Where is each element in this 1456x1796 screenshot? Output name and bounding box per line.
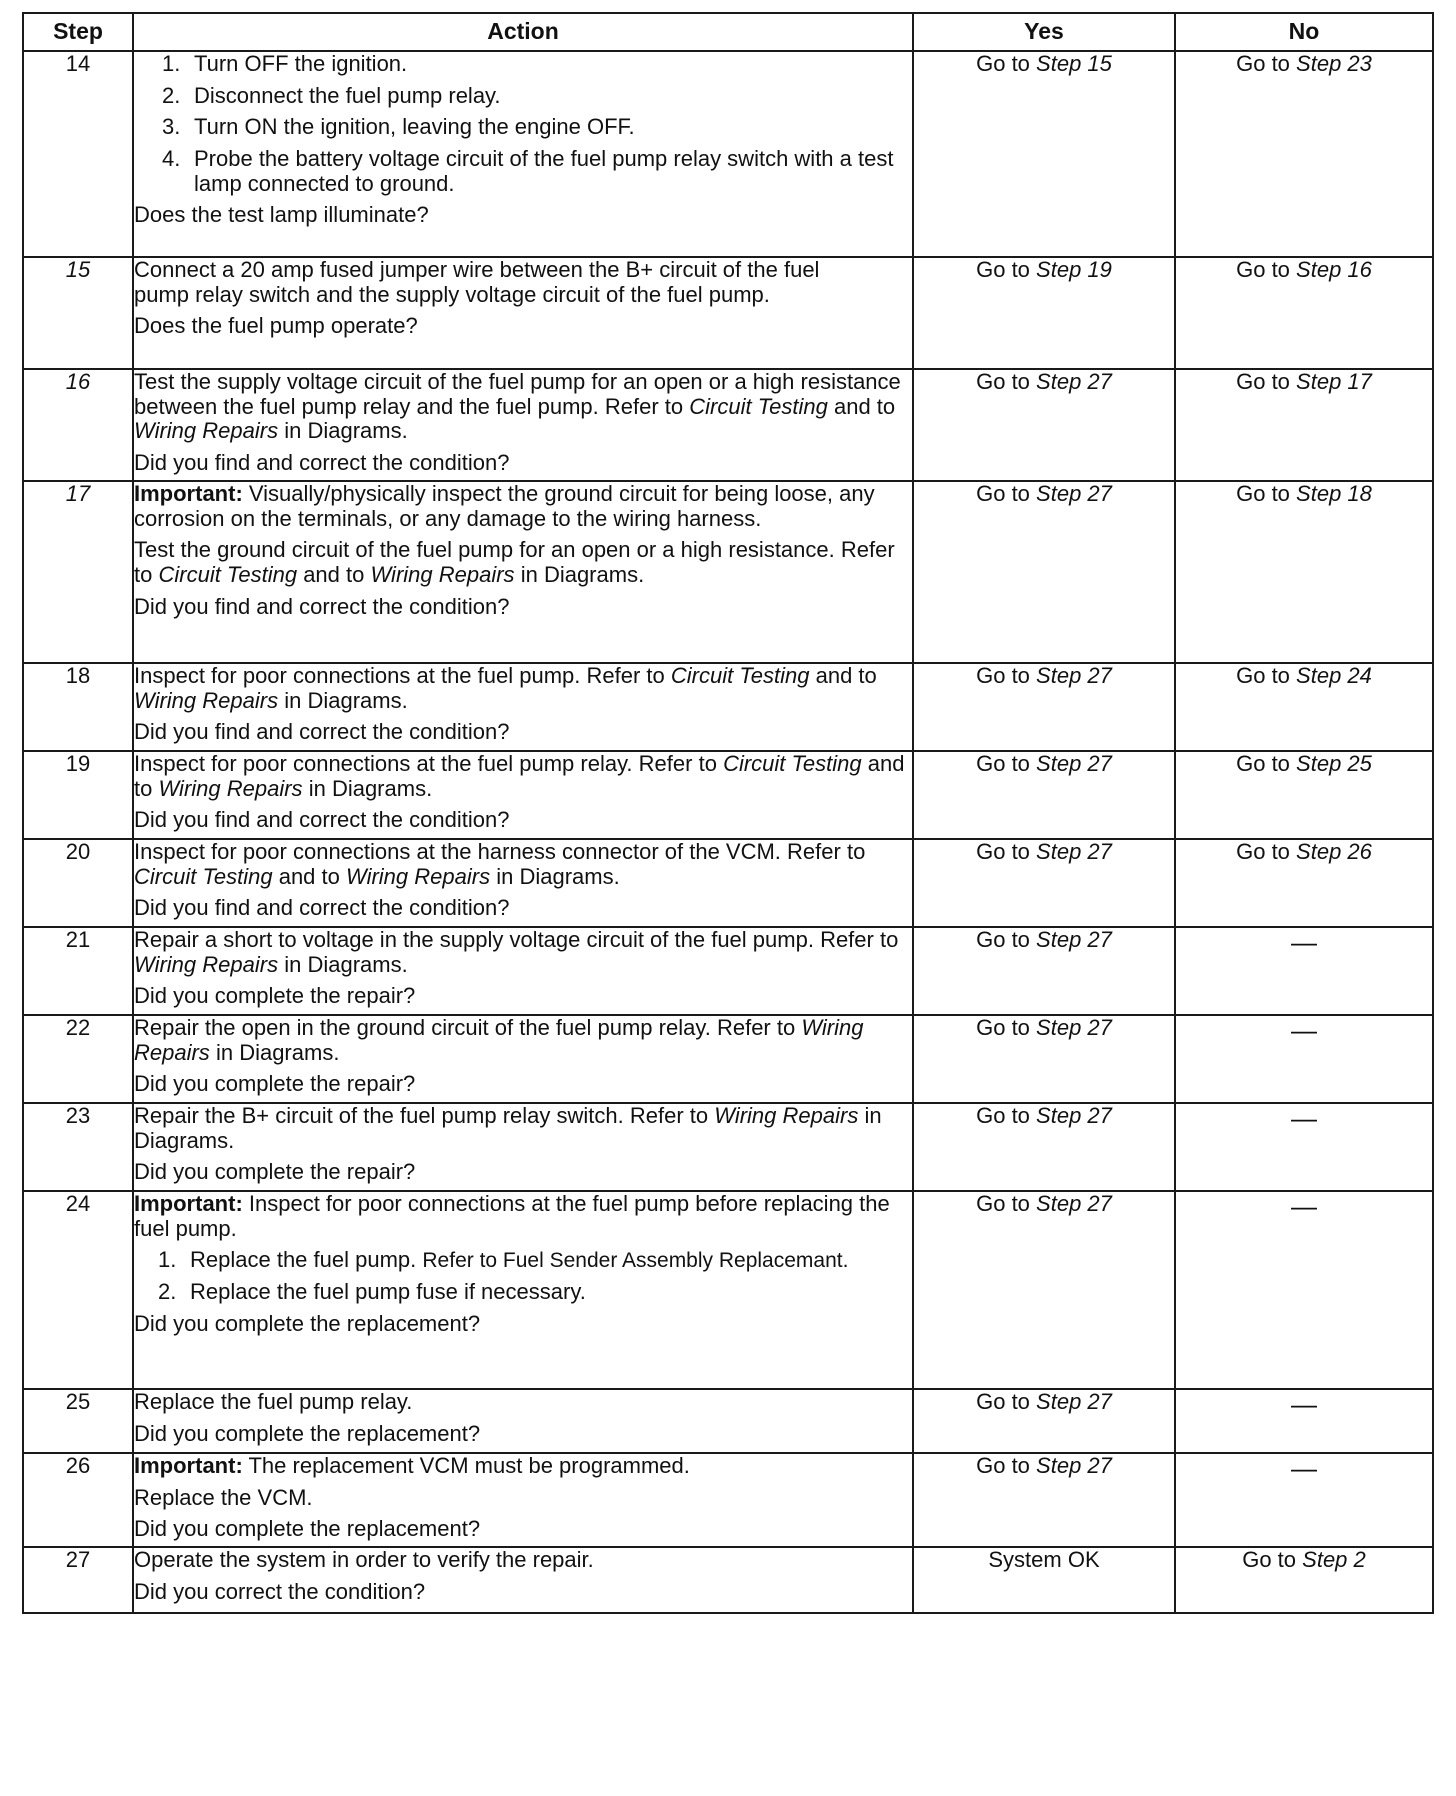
header-row <box>23 13 1433 51</box>
question-text: Did you complete the repair? <box>134 983 416 1009</box>
list-item: Replace the fuel pump. <box>190 1247 417 1273</box>
table-row <box>23 1453 1433 1547</box>
question-text: Did you complete the replacement? <box>134 1310 481 1336</box>
table-row <box>23 257 1433 369</box>
table-row <box>23 927 1433 1015</box>
action-text: Inspect for poor connections at the fuel pump. <box>134 663 581 688</box>
header-action: Action <box>133 13 913 51</box>
action-cell <box>133 51 913 257</box>
step-number: 16 <box>23 369 133 481</box>
action-cell: Inspect for poor connections at the fuel pump. Refer to Circuit Testing and to Wiring Repairs in Diagrams. Did you find and correct the condition? <box>133 663 913 751</box>
action-cell <box>133 257 913 369</box>
step-number: 25 <box>23 1389 133 1453</box>
no-cell-dash: — <box>1175 1015 1433 1103</box>
yes-cell: System OK <box>913 1547 1175 1613</box>
action-cell: Inspect for poor connections at the fuel pump relay. Refer to Circuit Testing and to Wiring Repairs in Diagrams. Did you find and correct the condition? <box>133 751 913 839</box>
question-text: Does the fuel pump operate? <box>134 313 418 339</box>
yes-cell: Go to Step 27 <box>913 1103 1175 1191</box>
action-text: Test the supply voltage circuit of the fuel pump for an open or a high resistance between the fuel pump relay and the fuel pump. <box>134 369 901 419</box>
no-step-ref: Step 24 <box>1296 663 1372 688</box>
yes-step-ref: Step 27 <box>1036 1389 1112 1414</box>
no-cell: Go to Step 24 <box>1175 663 1433 751</box>
action-text: Inspect for poor connections at the fuel pump relay. <box>134 751 633 776</box>
yes-cell: Go to Step 27 <box>913 663 1175 751</box>
action-cell <box>133 1191 913 1389</box>
yes-step-ref: Step 27 <box>1036 1191 1112 1216</box>
no-cell: Go to Step 17 <box>1175 369 1433 481</box>
yes-step-ref: Step 27 <box>1036 1103 1112 1128</box>
question-text: Did you complete the replacement? <box>134 1420 481 1446</box>
wiring-repairs-ref: Wiring Repairs <box>370 561 515 587</box>
circuit-testing-ref: Circuit Testing <box>158 561 298 587</box>
action-text: Repair the B+ circuit of the fuel pump relay switch. <box>134 1103 624 1128</box>
step-number: 21 <box>23 927 133 1015</box>
step-number: 14 <box>23 51 133 257</box>
step-number: 23 <box>23 1103 133 1191</box>
action-cell: Repair the open in the ground circuit of the fuel pump relay. Refer to Wiring Repairs in Diagrams. Did you complete the repair? <box>133 1015 913 1103</box>
no-step-ref: Step 17 <box>1296 369 1372 394</box>
action-text: Replace the VCM. <box>134 1484 313 1510</box>
yes-cell: Go to Step 27 <box>913 481 1175 663</box>
circuit-testing-ref: Circuit Testing <box>689 393 828 419</box>
table-row <box>23 1389 1433 1453</box>
no-step-ref: Step 23 <box>1296 51 1372 76</box>
no-cell: Go to Step 18 <box>1175 481 1433 663</box>
step-number: 19 <box>23 751 133 839</box>
question-text: Does the test lamp illuminate? <box>134 202 429 228</box>
action-cell: Important: Visually/physically inspect the ground circuit for being loose, any corrosion on the terminals, or any damage to the wiring harness. Test the ground circuit of the fuel pump for an open or a high resistance. Refer to Circuit Testing and to Wiring Repairs in Diagrams. Did you find and correct the condition? <box>133 481 913 663</box>
yes-cell: Go to Step 15 <box>913 51 1175 257</box>
yes-cell: Go to Step 19 <box>913 257 1175 369</box>
action-cell <box>133 1453 913 1547</box>
list-number: 2. <box>158 1278 177 1304</box>
header-no: No <box>1175 13 1433 51</box>
yes-step-ref: Step 27 <box>1036 927 1112 952</box>
step-number: 20 <box>23 839 133 927</box>
action-text: Inspect for poor connections at the harness connector of the VCM. <box>134 839 781 864</box>
important-label: Important: <box>134 1453 243 1478</box>
no-cell-dash: — <box>1175 1453 1433 1547</box>
step-number: 24 <box>23 1191 133 1389</box>
wiring-repairs-ref: Wiring Repairs <box>714 1103 859 1128</box>
question-text: Did you complete the replacement? <box>134 1516 481 1542</box>
table-row <box>23 663 1433 751</box>
step-number: 22 <box>23 1015 133 1103</box>
circuit-testing-ref: Circuit Testing <box>670 663 810 688</box>
no-step-ref: Step 2 <box>1302 1547 1366 1572</box>
circuit-testing-ref: Circuit Testing <box>134 863 273 889</box>
yes-cell: Go to Step 27 <box>913 1389 1175 1453</box>
list-number: 1. <box>162 51 181 76</box>
yes-step-ref: Step 27 <box>1036 1453 1112 1478</box>
no-cell: Go to Step 25 <box>1175 751 1433 839</box>
table-row <box>23 1103 1433 1191</box>
step-number: 18 <box>23 663 133 751</box>
wiring-repairs-ref: Wiring Repairs <box>134 418 279 444</box>
no-cell-dash: — <box>1175 927 1433 1015</box>
no-step-ref: Step 16 <box>1296 257 1372 282</box>
yes-cell: Go to Step 27 <box>913 369 1175 481</box>
question-text: Did you find and correct the condition? <box>134 593 510 619</box>
list-item: Turn OFF the ignition. <box>194 51 408 76</box>
no-cell: Go to Step 16 <box>1175 257 1433 369</box>
yes-step-ref: Step 15 <box>1036 51 1112 76</box>
wiring-repairs-ref: Wiring Repairs <box>158 775 303 801</box>
list-number: 4. <box>162 145 181 171</box>
step-number: 15 <box>23 257 133 369</box>
table-row <box>23 839 1433 927</box>
reference-text: Refer to Fuel Sender Assembly Replacemant. <box>422 1249 849 1273</box>
diagnostic-table <box>22 12 1434 1614</box>
yes-step-ref: Step 27 <box>1036 751 1112 776</box>
yes-step-ref: Step 27 <box>1036 663 1112 688</box>
question-text: Did you complete the repair? <box>134 1159 416 1185</box>
diagnostic-table-page <box>22 12 1432 1614</box>
yes-step-ref: Step 27 <box>1036 839 1112 864</box>
action-cell: Test the supply voltage circuit of the fuel pump for an open or a high resistance between the fuel pump relay and the fuel pump. Refer to Circuit Testing and to Wiring Repairs in Diagrams. Did you find and correct the condition? <box>133 369 913 481</box>
list-item: Disconnect the fuel pump relay. <box>194 82 501 108</box>
step-number: 17 <box>23 481 133 663</box>
no-cell: Go to Step 23 <box>1175 51 1433 257</box>
list-number: 1. <box>158 1247 177 1273</box>
action-text: Repair the open in the ground circuit of the fuel pump relay. <box>134 1015 711 1040</box>
important-text: The replacement VCM must be programmed. <box>248 1453 690 1478</box>
wiring-repairs-ref: Wiring Repairs <box>134 687 279 713</box>
yes-step-ref: Step 27 <box>1036 1015 1112 1040</box>
yes-cell: Go to Step 27 <box>913 927 1175 1015</box>
important-label: Important: <box>134 1191 243 1216</box>
question-text: Did you find and correct the condition? <box>134 895 510 921</box>
important-label: Important: <box>134 481 243 506</box>
yes-cell: Go to Step 27 <box>913 1191 1175 1389</box>
action-text: Operate the system in order to verify the repair. <box>134 1547 594 1572</box>
question-text: Did you find and correct the condition? <box>134 719 510 745</box>
table-row <box>23 1547 1433 1613</box>
yes-step-ref: Step 27 <box>1036 369 1112 394</box>
step-number: 27 <box>23 1547 133 1613</box>
header-step: Step <box>23 13 133 51</box>
no-cell-dash: — <box>1175 1389 1433 1453</box>
list-number: 2. <box>162 82 181 108</box>
no-cell-dash: — <box>1175 1191 1433 1389</box>
yes-step-ref: Step 27 <box>1036 481 1112 506</box>
list-item: Replace the fuel pump fuse if necessary. <box>190 1278 586 1304</box>
table-row <box>23 1015 1433 1103</box>
no-cell: Go to Step 26 <box>1175 839 1433 927</box>
yes-cell: Go to Step 27 <box>913 751 1175 839</box>
list-number: 3. <box>162 114 181 140</box>
action-text: Repair a short to voltage in the supply voltage circuit of the fuel pump. <box>134 927 814 952</box>
question-text: Did you correct the condition? <box>134 1578 426 1604</box>
action-cell: Repair the B+ circuit of the fuel pump relay switch. Refer to Wiring Repairs in Diagrams. Did you complete the repair? <box>133 1103 913 1191</box>
action-cell <box>133 1547 913 1613</box>
table-row <box>23 1191 1433 1389</box>
important-text: Inspect for poor connections at the fuel pump before replacing the fuel pump. <box>134 1191 890 1241</box>
list-item: Turn ON the ignition, leaving the engine OFF. <box>194 114 635 140</box>
action-text: Test the ground circuit of the fuel pump for an open or a high resistance. <box>134 537 835 563</box>
action-cell: Repair a short to voltage in the supply voltage circuit of the fuel pump. Refer to Wiring Repairs in Diagrams. Did you complete the repair? <box>133 927 913 1015</box>
wiring-repairs-ref: Wiring Repairs <box>134 951 279 977</box>
table-row <box>23 51 1433 257</box>
question-text: Did you find and correct the condition? <box>134 807 510 833</box>
question-text: Did you complete the repair? <box>134 1071 416 1097</box>
wiring-repairs-ref: Wiring Repairs <box>346 863 491 889</box>
action-cell <box>133 1389 913 1453</box>
question-text: Did you find and correct the condition? <box>134 449 510 475</box>
list-item: Probe the battery voltage circuit of the fuel pump relay switch with a test lamp connected to ground. <box>194 145 894 196</box>
step-number: 26 <box>23 1453 133 1547</box>
yes-cell: Go to Step 27 <box>913 1453 1175 1547</box>
circuit-testing-ref: Circuit Testing <box>723 751 862 776</box>
no-cell-dash: — <box>1175 1103 1433 1191</box>
no-step-ref: Step 18 <box>1296 481 1372 506</box>
table-row <box>23 369 1433 481</box>
yes-cell: Go to Step 27 <box>913 1015 1175 1103</box>
table-row <box>23 751 1433 839</box>
no-cell: Go to Step 2 <box>1175 1547 1433 1613</box>
action-text: Replace the fuel pump relay. <box>134 1389 413 1414</box>
table-row <box>23 481 1433 663</box>
no-step-ref: Step 26 <box>1296 839 1372 864</box>
action-cell: Inspect for poor connections at the harness connector of the VCM. Refer to Circuit Testing and to Wiring Repairs in Diagrams. Did you find and correct the condition? <box>133 839 913 927</box>
important-text: Visually/physically inspect the ground circuit for being loose, any corrosion on the terminals, or any damage to the wiring harness. <box>134 481 875 531</box>
action-text: Connect a 20 amp fused jumper wire between the B+ circuit of the fuel pump relay switch and the supply voltage circuit of the fuel pump. <box>134 257 820 307</box>
wiring-repairs-ref: Wiring Repairs <box>134 1015 864 1065</box>
yes-cell: Go to Step 27 <box>913 839 1175 927</box>
yes-step-ref: Step 19 <box>1036 257 1112 282</box>
header-yes: Yes <box>913 13 1175 51</box>
no-step-ref: Step 25 <box>1296 751 1372 776</box>
